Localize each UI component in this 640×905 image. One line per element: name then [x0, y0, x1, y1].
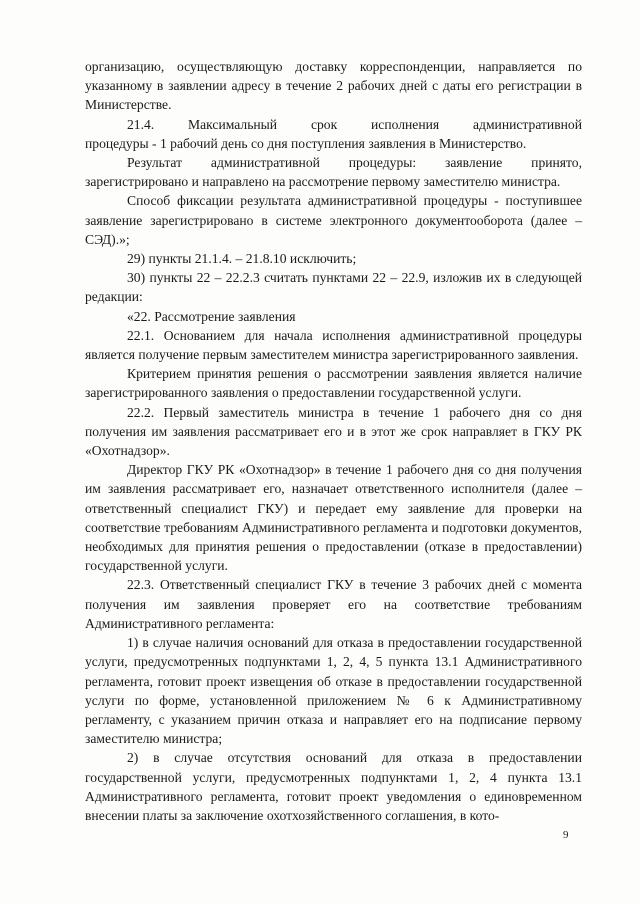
clause-number: 21.4. — [127, 116, 155, 132]
paragraph-p6: 30) пункты 22 – 22.2.3 считать пунктами 22 – 22.9, изложив их в следующей редакции: — [85, 270, 582, 305]
paragraph-p2-first-line — [85, 115, 582, 134]
paragraph-p13: 1) в случае наличия оснований для отказа в предоставлении государственной услуги, предусмотренных подпунктами 1, 2, 4, 5 пункта 13.1 Административного регламента, готовит проект извещения об отказе в предоставлении государственной услуги по форме, установленной приложением № 6 к Административному регламенту, с указанием причин отказа и направляет его на подписание первому заместителю министра; — [85, 635, 582, 747]
word: Максимальный — [188, 116, 278, 132]
paragraph-p11: Директор ГКУ РК «Охотнадзор» в течение 1 рабочего дня со дня получения им заявления рассматривает его, назначает ответственного исполнителя (далее – ответственный специалист ГКУ) и передает ему заявление для проверки на соответствие требованиям Административного регламента и подготовки документов, необходимых для принятия решения о предоставлении (отказе в предоставлении) государственной услуги. — [85, 462, 582, 574]
paragraph-p3: Результат административной процедуры: заявление принято, зарегистрировано и направлено на рассмотрение первому заместителю министра. — [85, 155, 582, 190]
paragraph-p9: Критерием принятия решения о рассмотрении заявления является наличие зарегистрированного заявления о предоставлении государственной услуги. — [85, 366, 582, 401]
page-number: 9 — [563, 829, 569, 841]
paragraph-p14: 2) в случае отсутствия оснований для отказа в предоставлении государственной услуги, предусмотренных подпунктами 1, 2, 4 пункта 13.1 Административного регламента, готовит проект уведомления о единовременном внесении платы за заключение охотхозяйственного соглашения, в кото- — [85, 750, 582, 823]
paragraph-p1: организацию, осуществляющую доставку корреспонденции, направляется по указанному в заявлении адресу в течение 2 рабочих дней с даты его регистрации в Министерстве. — [85, 59, 582, 113]
paragraph-p10: 22.2. Первый заместитель министра в течение 1 рабочего дня со дня получения им заявления рассматривает его и в этот же срок направляет в ГКУ РК «Охотнадзор». — [85, 404, 582, 459]
paragraph-p4: Способ фиксации результата административной процедуры - поступившее заявление зарегистрировано в системе электронного документооборота (далее – СЭД).»; — [85, 193, 582, 247]
paragraph-p12: 22.3. Ответственный специалист ГКУ в течение 3 рабочих дней с момента получения им заявления проверяет его на соответствие требованиям Административного регламента: — [85, 577, 582, 631]
paragraph-p5: 29) пункты 21.1.4. – 21.8.10 исключить; — [127, 251, 357, 267]
document-body — [85, 57, 582, 825]
word: административной — [473, 116, 582, 132]
section-heading: «22. Рассмотрение заявления — [127, 308, 296, 324]
word: срок — [310, 116, 338, 132]
paragraph-p2-continuation: процедуры - 1 рабочий день со дня поступления заявления в Министерство. — [85, 135, 527, 151]
paragraph-p8: 22.1. Основанием для начала исполнения административной процедуры является получение первым заместителем министра зарегистрированного заявления. — [85, 327, 582, 363]
word: исполнения — [371, 116, 440, 132]
